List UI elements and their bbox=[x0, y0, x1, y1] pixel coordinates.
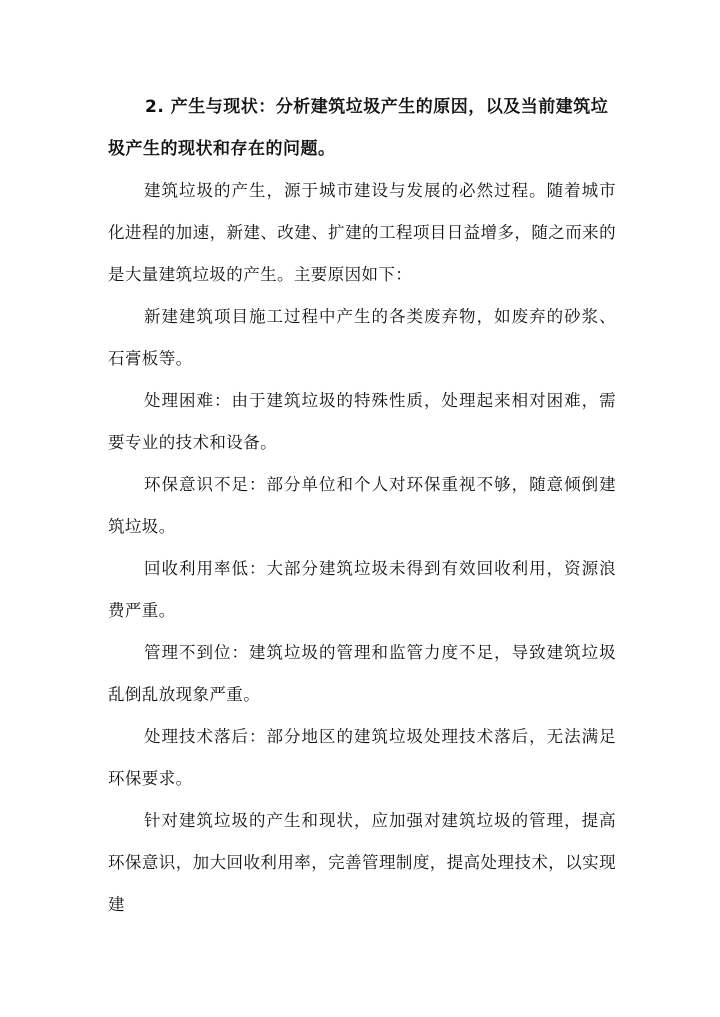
paragraph-poor-management: 管理不到位：建筑垃圾的管理和监管力度不足，导致建筑垃圾乱倒乱放现象严重。 bbox=[108, 643, 616, 704]
paragraph-backward-technology: 处理技术落后：部分地区的建筑垃圾处理技术落后，无法满足环保要求。 bbox=[108, 727, 616, 788]
paragraph-new-construction: 新建建筑项目施工过程中产生的各类废弃物，如废弃的砂浆、石膏板等。 bbox=[108, 307, 616, 368]
paragraph-recommendations: 针对建筑垃圾的产生和现状，应加强对建筑垃圾的管理，提高环保意识，加大回收利用率，完善管理制度，提高处理技术，以实现建 bbox=[108, 811, 616, 914]
paragraph-low-recycling: 回收利用率低：大部分建筑垃圾未得到有效回收利用，资源浪费严重。 bbox=[108, 559, 616, 620]
paragraph-environmental-awareness: 环保意识不足：部分单位和个人对环保重视不够，随意倾倒建筑垃圾。 bbox=[108, 475, 616, 536]
section-heading: 2. 产生与现状：分析建筑垃圾产生的原因，以及当前建筑垃圾产生的现状和存在的问题。 bbox=[108, 97, 609, 159]
paragraph-processing-difficulty: 处理困难：由于建筑垃圾的特殊性质，处理起来相对困难，需要专业的技术和设备。 bbox=[108, 391, 616, 452]
paragraph-intro: 建筑垃圾的产生，源于城市建设与发展的必然过程。随着城市化进程的加速，新建、改建、扩建的工程项目日益增多，随之而来的是大量建筑垃圾的产生。主要原因如下： bbox=[108, 181, 616, 284]
